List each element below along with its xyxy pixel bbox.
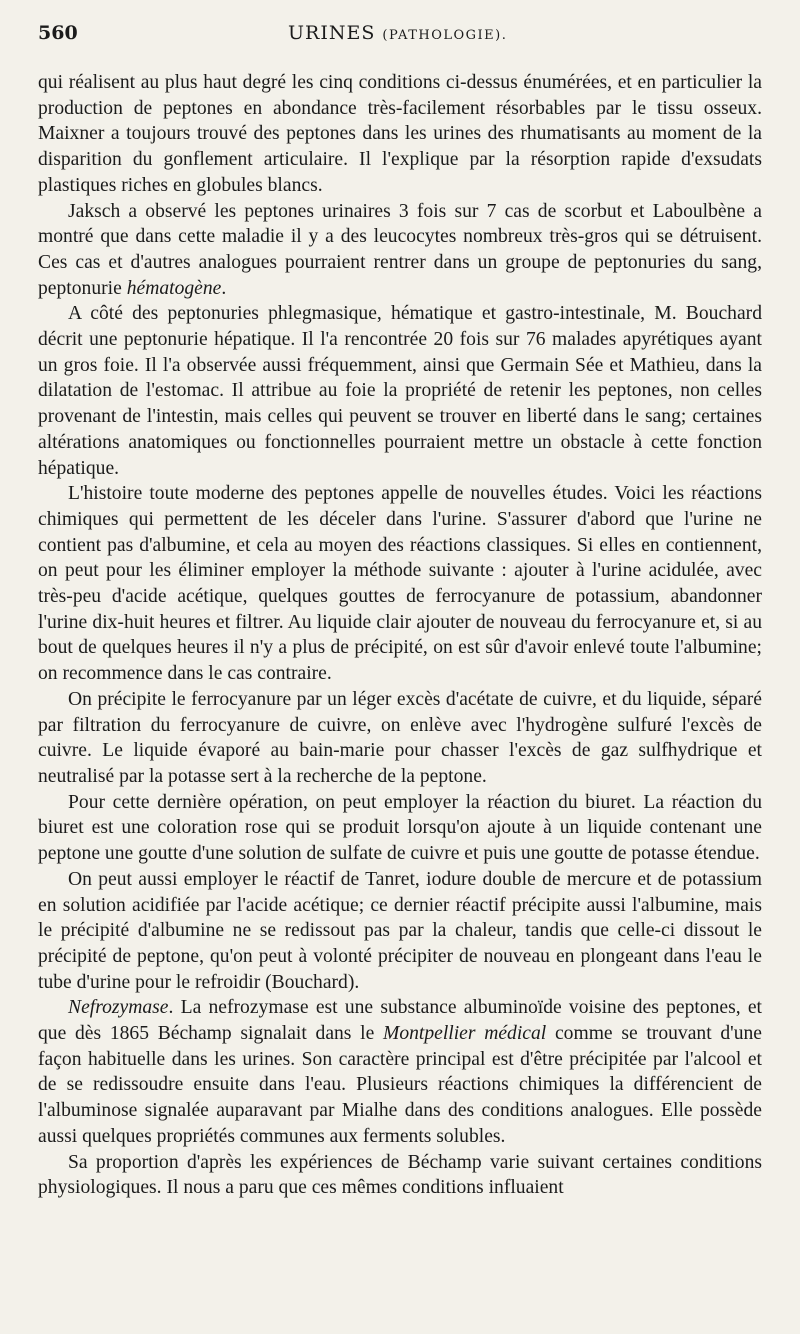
paragraph-7 [38, 867, 762, 996]
paragraph-text: A côté des peptonuries phlegmasique, hématique et gastro-intestinale, M. Bouchard décrit une peptonurie hépatique. Il l'a rencontrée 20 fois sur 76 malades apyrétiques ayant un gros foie. Il l'a observée aussi fréquemment, ainsi que Germain Sée et Mathieu, dans la dilatation de l'estomac. Il attribue au foie la propriété de retenir les peptones, non celles provenant de l'intestin, mais celles qui peuvent se trouver en liberté dans le sang; certaines altérations anatomiques ou fonctionnelles pourraient mettre un obstacle à cette fonction hépatique. [38, 303, 762, 479]
paragraph-text: qui réalisent au plus haut degré les cinq conditions ci-dessus énumérées, et en particulier la production de peptones en abondance très-facilement résorbables par le tissu osseux. Maixner a toujours trouvé des peptones dans les urines des rhumatisants au moment de la disparition du gonflement articulaire. Il l'explique par la résorption rapide d'exsudats plastiques riches en globules blancs. [38, 72, 762, 196]
paragraph-4 [38, 481, 762, 687]
paragraph-text: On peut aussi employer le réactif de Tanret, iodure double de mercure et de potassium en solution acidifiée par l'acide acétique; ce dernier réactif précipite aussi l'albumine, mais le précipité d'albumine ne se redissout pas par la chaleur, tandis que celle-ci dissout le précipité de peptone, qu'on peut à volonté précipiter de nouveau en plongeant dans l'eau le tube d'urine pour le refroidir (Bouchard). [38, 868, 762, 993]
page-header [38, 22, 762, 52]
paragraph-text: Jaksch a observé les peptones urinaires 3 fois sur 7 cas de scorbut et Laboulbène a montré que dans cette maladie il y a des leucocytes nombreux très-gros qui se détruisent. Ces cas et d'autres analogues pourraient rentrer dans un groupe de peptonuries du sang, peptonurie [38, 200, 762, 299]
paragraph-8 [38, 995, 762, 1149]
running-head [288, 22, 507, 44]
running-head-sub: (PATHOLOGIE). [382, 28, 508, 43]
paragraph-1 [38, 70, 762, 199]
paragraph-text: L'histoire toute moderne des peptones appelle de nouvelles études. Voici les réactions chimiques qui permettent de les déceler dans l'urine. S'assurer d'abord que l'urine ne contient pas d'albumine, et cela au moyen des réactions classiques. Si elles en contiennent, on peut pour les éliminer employer la méthode suivante : ajouter à l'urine acidulée, avec très-peu d'acide acétique, quelques gouttes de ferrocyanure de potassium, abandonner l'urine dix-huit heures et filtrer. Au liquide clair ajouter de nouveau du ferrocyanure et, si au bout de quelques heures il n'y a plus de précipité, on est sûr d'avoir enlevé toute l'albumine; on recommence dans le cas contraire. [38, 483, 762, 685]
paragraph-text: On précipite le ferrocyanure par un léger excès d'acétate de cuivre, et du liquide, séparé par filtration du ferrocyanure de cuivre, on enlève avec l'hydrogène sulfuré l'excès de cuivre. Le liquide évaporé au bain-marie pour chasser l'excès de gaz sulfhydrique et neutralisé par la potasse sert à la recherche de la peptone. [38, 688, 762, 787]
paragraph-text: Sa proportion d'après les expériences de Béchamp varie suivant certaines conditions physiologiques. Il nous a paru que ces mêmes conditions influaient [38, 1151, 762, 1199]
section-term: Nefrozymase [68, 997, 169, 1019]
paragraph-text: . La nefrozymase est une substance albuminoïde voisine des peptones, et que dès 1865 Béchamp signalait dans le [38, 997, 762, 1045]
italic-journal-title: Montpellier médical [383, 1023, 547, 1045]
paragraph-3 [38, 301, 762, 481]
running-head-main: URINES [288, 22, 376, 44]
paragraph-2 [38, 199, 762, 302]
paragraph-9 [38, 1150, 762, 1201]
paragraph-6 [38, 790, 762, 867]
italic-term: hématogène [126, 277, 222, 299]
paragraph-text-tail: comme se trouvant d'une façon habituelle dans les urines. Son caractère principal est d'être précipitée par l'alcool et de se redissoudre ensuite dans l'eau. Plusieurs réactions chimiques la différencient de l'albuminose signalée auparavant par Mialhe dans des conditions analogues. Elle possède aussi quelques propriétés communes aux ferments solubles. [38, 1023, 762, 1147]
body-text [38, 70, 762, 1201]
paragraph-5 [38, 687, 762, 790]
page-number: 560 [38, 22, 78, 44]
paragraph-text: Pour cette dernière opération, on peut employer la réaction du biuret. La réaction du biuret est une coloration rose qui se produit lorsqu'on ajoute à un liquide contenant une peptone une goutte d'une solution de sulfate de cuivre et puis une goutte de potasse étendue. [38, 791, 762, 865]
paragraph-text-tail: . [221, 277, 227, 299]
